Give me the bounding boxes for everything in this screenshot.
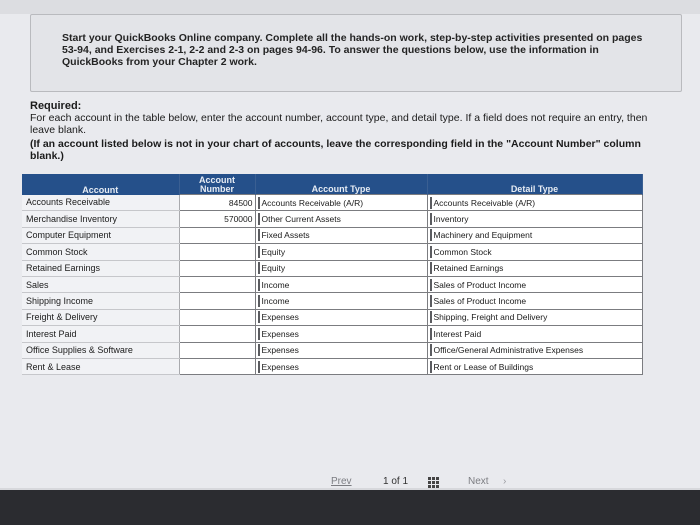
detail-type-value: Sales of Product Income <box>430 295 640 307</box>
account-number-field[interactable] <box>179 244 255 260</box>
account-name: Freight & Delivery <box>22 309 179 325</box>
account-number-value <box>182 246 253 258</box>
table-row <box>22 326 642 342</box>
grid-icon[interactable] <box>428 477 438 487</box>
account-number-field[interactable] <box>179 276 255 292</box>
account-name: Computer Equipment <box>22 227 179 243</box>
account-name: Interest Paid <box>22 326 179 342</box>
prev-link[interactable]: Prev <box>331 476 352 487</box>
account-type-field[interactable] <box>255 211 427 227</box>
bottom-bar <box>0 490 700 525</box>
detail-type-field[interactable] <box>427 244 642 260</box>
pagination <box>0 476 700 490</box>
account-number-value <box>182 328 253 340</box>
detail-type-field[interactable] <box>427 293 642 309</box>
account-name: Sales <box>22 276 179 292</box>
header-account-type: Account Type <box>255 174 427 195</box>
detail-type-field[interactable] <box>427 211 642 227</box>
detail-type-value: Shipping, Freight and Delivery <box>430 311 640 323</box>
required-title: Required: <box>30 100 82 112</box>
detail-type-value: Interest Paid <box>430 328 640 340</box>
account-name: Retained Earnings <box>22 260 179 276</box>
account-name: Merchandise Inventory <box>22 211 179 227</box>
account-number-field[interactable] <box>179 326 255 342</box>
detail-type-field[interactable] <box>427 309 642 325</box>
account-number-value <box>182 311 253 323</box>
account-type-field[interactable] <box>255 227 427 243</box>
header-account-number: Account Number <box>179 174 255 195</box>
account-number-value <box>182 262 253 274</box>
account-type-value: Accounts Receivable (A/R) <box>258 197 425 209</box>
header-detail-type: Detail Type <box>427 174 642 195</box>
table-header-row <box>22 174 642 195</box>
detail-type-field[interactable] <box>427 326 642 342</box>
account-type-value: Equity <box>258 262 425 274</box>
account-type-value: Expenses <box>258 344 425 356</box>
account-type-field[interactable] <box>255 260 427 276</box>
account-number-field[interactable] <box>179 227 255 243</box>
top-strip <box>0 0 700 14</box>
account-type-value: Expenses <box>258 361 425 373</box>
account-type-value: Expenses <box>258 328 425 340</box>
detail-type-value: Retained Earnings <box>430 262 640 274</box>
account-type-field[interactable] <box>255 309 427 325</box>
account-type-field[interactable] <box>255 342 427 358</box>
account-number-value <box>182 295 253 307</box>
table-row <box>22 244 642 260</box>
account-type-field[interactable] <box>255 276 427 292</box>
chevron-right-icon: › <box>503 476 507 487</box>
table-row <box>22 309 642 325</box>
account-type-field[interactable] <box>255 244 427 260</box>
detail-type-field[interactable] <box>427 260 642 276</box>
account-number-field[interactable] <box>179 358 255 374</box>
table-row <box>22 227 642 243</box>
next-link[interactable]: Next <box>468 476 489 487</box>
account-type-value: Income <box>258 295 425 307</box>
required-instructions: For each account in the table below, enter the account number, account type, and detail type. If a field does not require an entry, then leave blank. <box>30 112 648 136</box>
account-type-value: Expenses <box>258 311 425 323</box>
table-row <box>22 342 642 358</box>
account-type-value: Fixed Assets <box>258 229 425 241</box>
account-name: Rent & Lease <box>22 358 179 374</box>
detail-type-value: Machinery and Equipment <box>430 229 640 241</box>
page-indicator: 1 of 1 <box>383 476 409 487</box>
table-row <box>22 276 642 292</box>
accounts-table <box>22 174 643 375</box>
table-row <box>22 260 642 276</box>
table-body <box>22 195 642 375</box>
detail-type-value: Accounts Receivable (A/R) <box>430 197 640 209</box>
account-number-value: 570000 <box>224 214 253 225</box>
table-row <box>22 211 642 227</box>
account-number-value <box>182 344 253 356</box>
account-number-field[interactable] <box>179 211 255 227</box>
detail-type-value: Rent or Lease of Buildings <box>430 361 640 373</box>
header-account: Account <box>22 174 179 195</box>
table-row <box>22 358 642 374</box>
detail-type-value: Inventory <box>430 213 640 225</box>
detail-type-field[interactable] <box>427 358 642 374</box>
detail-type-value: Office/General Administrative Expenses <box>430 344 640 356</box>
detail-type-field[interactable] <box>427 342 642 358</box>
account-type-field[interactable] <box>255 358 427 374</box>
detail-type-field[interactable] <box>427 276 642 292</box>
account-number-field[interactable] <box>179 195 255 211</box>
table-row <box>22 195 642 211</box>
account-name: Office Supplies & Software <box>22 342 179 358</box>
account-name: Accounts Receivable <box>22 195 179 211</box>
table-row <box>22 293 642 309</box>
account-number-field[interactable] <box>179 309 255 325</box>
accounts-table-wrapper <box>22 174 642 375</box>
detail-type-field[interactable] <box>427 195 642 211</box>
account-type-field[interactable] <box>255 326 427 342</box>
account-number-value: 84500 <box>228 197 253 208</box>
account-name: Shipping Income <box>22 293 179 309</box>
account-type-field[interactable] <box>255 293 427 309</box>
intro-text: Start your QuickBooks Online company. Complete all the hands-on work, step-by-step activities presented on pages 53-94, and Exercises 2-1, 2-2 and 2-3 on pages 94-96. To answer the questions below, use the information in QuickBooks from your Chapter 2 work. <box>62 32 643 68</box>
account-number-field[interactable] <box>179 293 255 309</box>
account-type-field[interactable] <box>255 195 427 211</box>
account-number-value <box>182 229 253 241</box>
account-name: Common Stock <box>22 244 179 260</box>
account-number-field[interactable] <box>179 342 255 358</box>
account-type-value: Other Current Assets <box>258 213 425 225</box>
account-number-field[interactable] <box>179 260 255 276</box>
account-type-value: Income <box>258 279 425 291</box>
account-number-value <box>182 279 253 291</box>
detail-type-value: Sales of Product Income <box>430 279 640 291</box>
required-note: (If an account listed below is not in your chart of accounts, leave the corresponding field in the "Account Number" column blank.) <box>30 138 641 162</box>
account-number-value <box>182 361 253 373</box>
detail-type-value: Common Stock <box>430 246 640 258</box>
detail-type-field[interactable] <box>427 227 642 243</box>
account-type-value: Equity <box>258 246 425 258</box>
